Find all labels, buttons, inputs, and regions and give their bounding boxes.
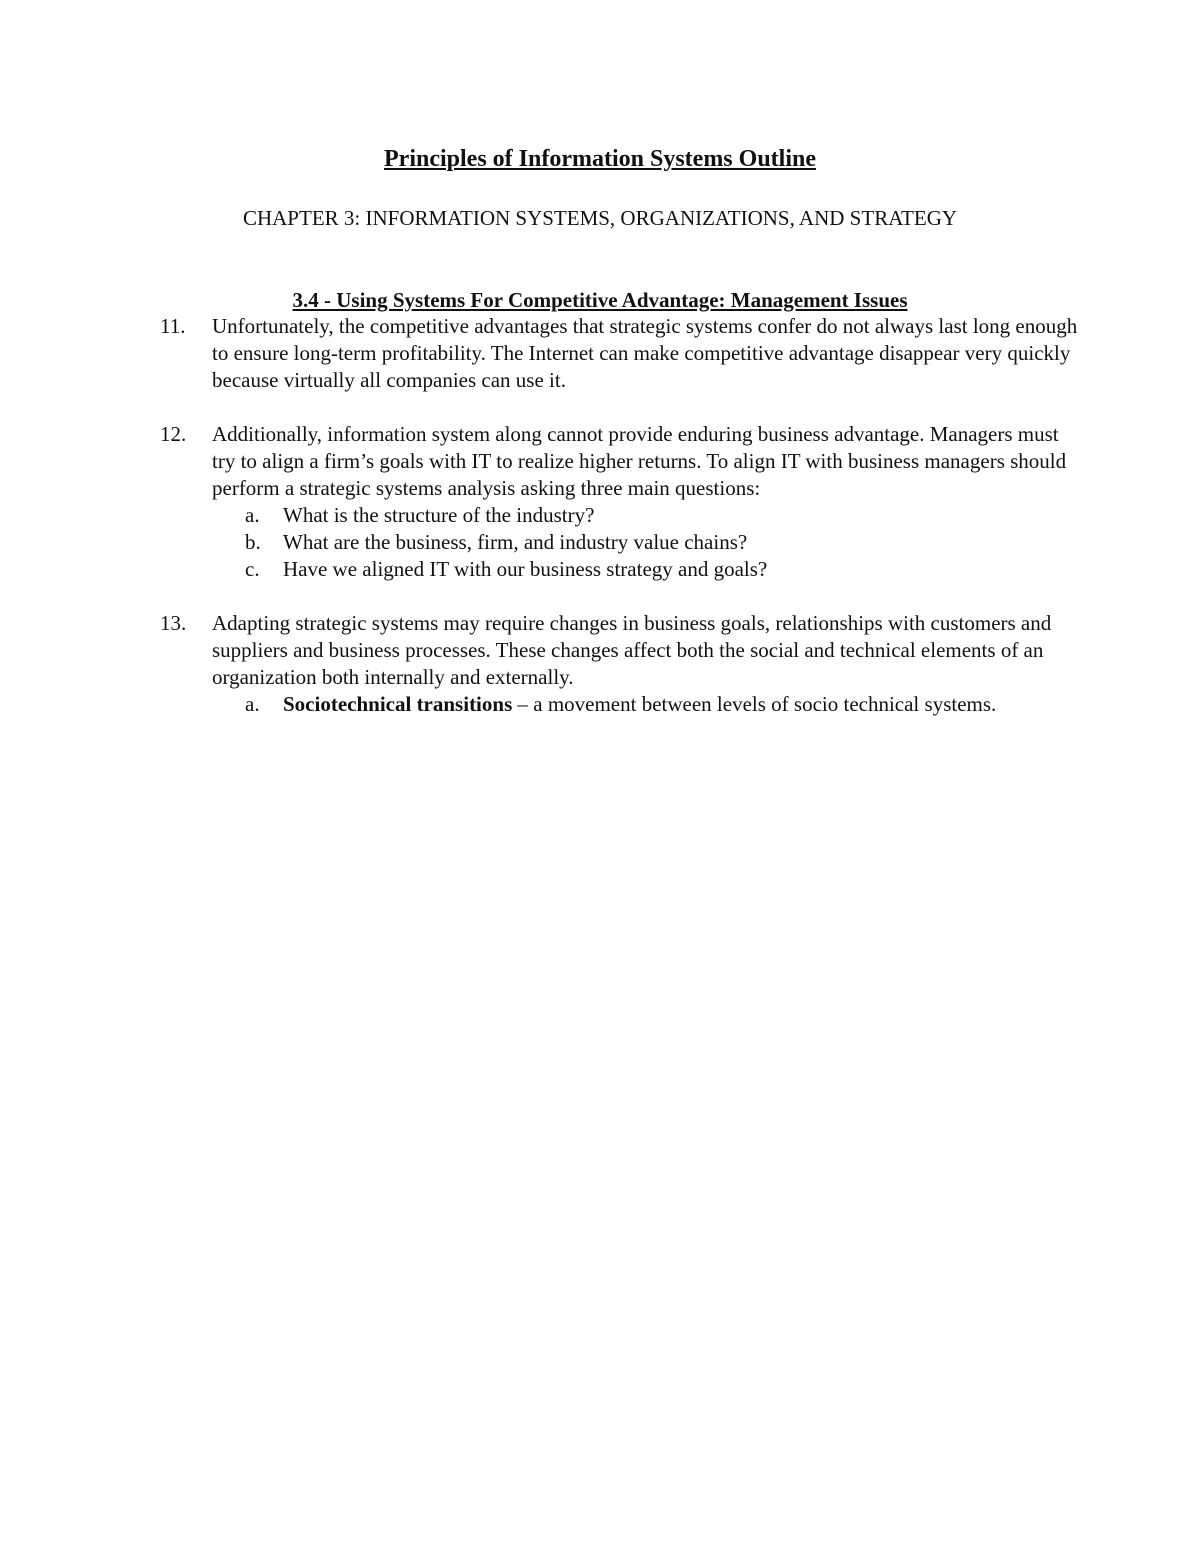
sub-item-text: What is the structure of the industry? [283,503,595,527]
item-number: 11. [160,314,186,338]
item-body [212,610,1080,718]
sub-item [245,556,1080,583]
outline-item-11 [160,313,1080,394]
item-text: Adapting strategic systems may require changes in business goals, relationships with customers and suppliers and business processes. These changes affect both the social and technical elements of an organization both internally and externally. [212,611,1052,689]
sub-item-letter: c. [245,557,260,581]
outline-list [160,313,1080,718]
sub-item [245,529,1080,556]
sub-item-text: What are the business, firm, and industry value chains? [283,530,748,554]
item-body [212,313,1080,394]
item-text: Unfortunately, the competitive advantages that strategic systems confer do not always last long enough to ensure long-term profitability. The Internet can make competitive advantage disappear very quickly because virtually all companies can use it. [212,314,1078,392]
section-heading: 3.4 - Using Systems For Competitive Advantage: Management Issues [292,288,908,312]
sub-item-text: Have we aligned IT with our business strategy and goals? [283,557,768,581]
item-number: 13. [160,611,187,635]
key-term: Sociotechnical transitions [283,692,513,716]
chapter-heading: CHAPTER 3: INFORMATION SYSTEMS, ORGANIZATIONS, AND STRATEGY [242,206,958,230]
sub-item-body [283,691,1080,718]
document-title: Principles of Information Systems Outline [384,146,816,172]
outline-item-13 [160,610,1080,718]
sub-list [212,691,1080,718]
sub-item [245,691,1080,718]
item-number: 12. [160,422,187,446]
sub-item [245,502,1080,529]
outline-item-12 [160,421,1080,583]
sub-list [212,502,1080,583]
sub-item-letter: b. [245,530,261,554]
sub-item-letter: a. [245,692,260,716]
term-definition: – a movement between levels of socio technical systems. [512,692,997,716]
item-body [212,421,1080,583]
item-text: Additionally, information system along cannot provide enduring business advantage. Managers must try to align a firm’s goals with IT to realize higher returns. To align IT with business managers should perform a strategic systems analysis asking three main questions: [212,422,1067,500]
sub-item-letter: a. [245,503,260,527]
